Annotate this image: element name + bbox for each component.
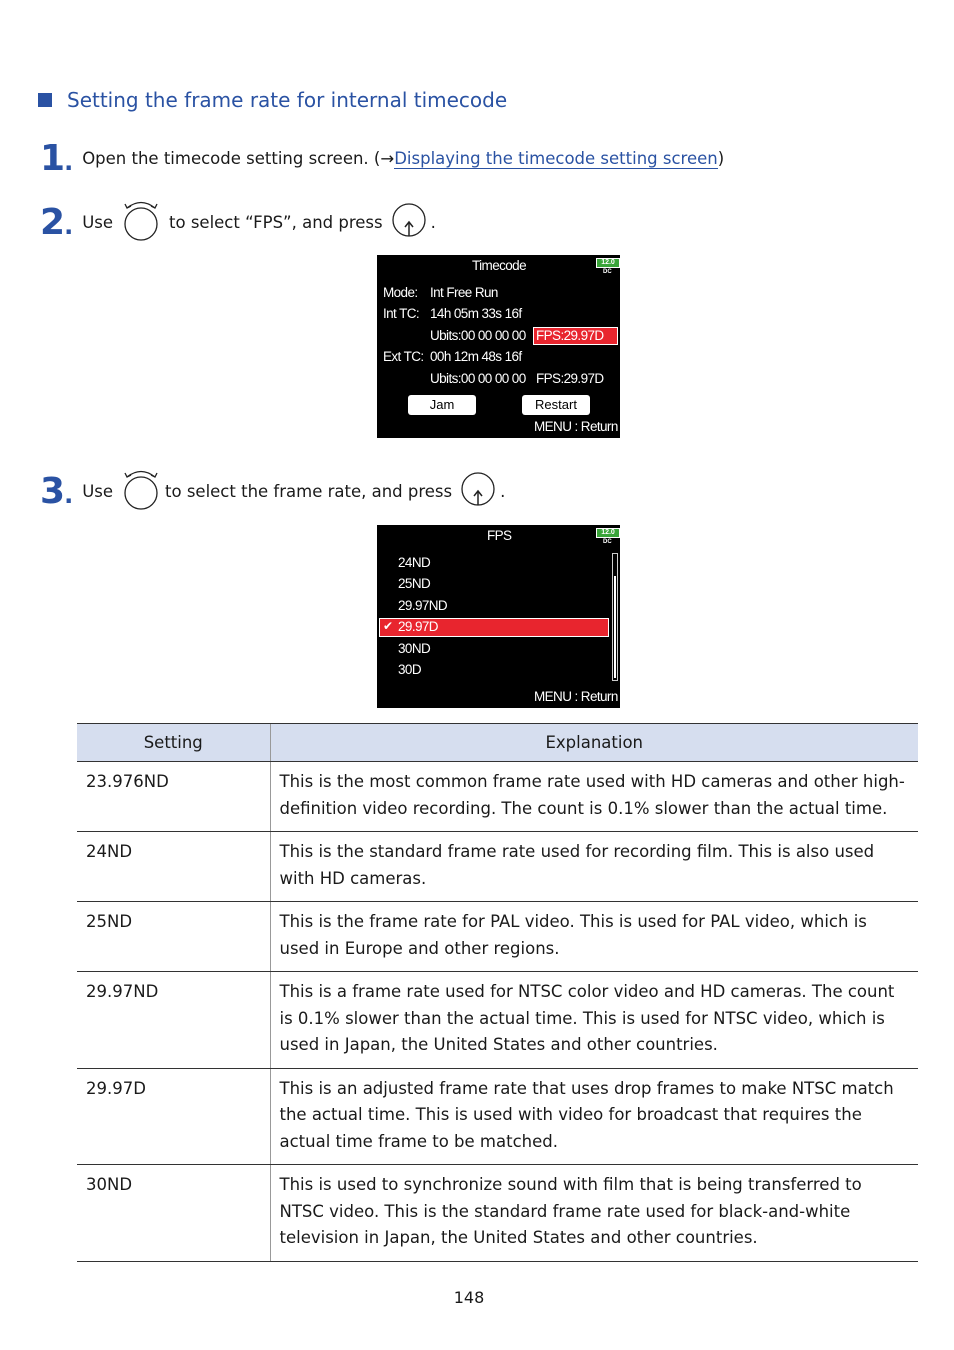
step-number: 1. bbox=[40, 138, 73, 179]
mode-value: Int Free Run bbox=[430, 285, 498, 300]
int-ubits: Ubits:00 00 00 00 bbox=[430, 328, 526, 343]
fps-screen bbox=[377, 525, 620, 708]
check-icon: ✔ bbox=[383, 619, 393, 633]
scrollbar-thumb[interactable] bbox=[614, 576, 616, 678]
step-text-end: . bbox=[500, 481, 506, 501]
setting-cell: 25ND bbox=[77, 902, 270, 972]
table-row bbox=[77, 902, 918, 972]
setting-cell: 23.976ND bbox=[77, 762, 270, 832]
fps-option-24nd[interactable]: 24ND bbox=[398, 555, 431, 570]
step-number: 2. bbox=[40, 201, 73, 243]
setting-cell: 30ND bbox=[77, 1165, 270, 1262]
explanation-cell: This is used to synchronize sound with film that is being transferred to NTSC video. This is the standard frame rate used for black-and-white television in Japan, the United States and other countries. bbox=[270, 1165, 918, 1262]
explanation-cell: This is an adjusted frame rate that uses drop frames to make NTSC match the actual time. This is used with video for broadcast that requires the actual time frame to be matched. bbox=[270, 1068, 918, 1165]
jam-button[interactable]: Jam bbox=[408, 395, 476, 415]
battery-icon: 12.0 bbox=[596, 258, 620, 268]
setting-cell: 29.97D bbox=[77, 1068, 270, 1165]
fps-option-2997d[interactable]: 29.97D bbox=[398, 619, 438, 634]
page-number: 148 bbox=[453, 1288, 485, 1307]
ext-tc-value: 00h 12m 48s 16f bbox=[430, 349, 522, 364]
menu-return-hint: MENU : Return bbox=[534, 419, 618, 434]
scrollbar[interactable] bbox=[612, 553, 618, 681]
step-text: to select “FPS”, and press bbox=[169, 212, 383, 232]
step-2 bbox=[40, 198, 436, 246]
screen-title: Timecode bbox=[472, 258, 526, 273]
table-row bbox=[77, 1068, 918, 1165]
table-header-row bbox=[77, 724, 918, 762]
step-text: Use bbox=[82, 212, 114, 232]
table-row bbox=[77, 1165, 918, 1262]
step-1 bbox=[40, 138, 724, 179]
setting-cell: 29.97ND bbox=[77, 972, 270, 1069]
step-text: Open the timecode setting screen. (→ bbox=[82, 149, 395, 168]
explanation-cell: This is the standard frame rate used for recording film. This is also used with HD cameras. bbox=[270, 832, 918, 902]
ext-ubits: Ubits:00 00 00 00 bbox=[430, 371, 526, 386]
timecode-setting-link[interactable]: Displaying the timecode setting screen bbox=[394, 148, 718, 168]
header-setting: Setting bbox=[77, 724, 270, 762]
fps-option-2997nd[interactable]: 29.97ND bbox=[398, 598, 448, 613]
section-title bbox=[38, 88, 507, 112]
mode-label: Mode: bbox=[383, 285, 418, 300]
fps-option-30d[interactable]: 30D bbox=[398, 662, 421, 677]
screen-title: FPS bbox=[487, 528, 512, 543]
table-row bbox=[77, 972, 918, 1069]
setting-cell: 24ND bbox=[77, 832, 270, 902]
step-text-suffix: ) bbox=[717, 149, 725, 168]
battery-dc-label: DC bbox=[603, 539, 612, 545]
menu-return-hint: MENU : Return bbox=[534, 689, 618, 704]
rotary-dial-icon bbox=[121, 198, 161, 246]
fps-option-30nd[interactable]: 30ND bbox=[398, 641, 431, 656]
table-row bbox=[77, 762, 918, 832]
int-tc-label: Int TC: bbox=[383, 306, 420, 321]
step-number: 3. bbox=[40, 470, 73, 512]
header-explanation: Explanation bbox=[270, 724, 918, 762]
timecode-screen bbox=[377, 255, 620, 438]
battery-icon: 12.0 bbox=[596, 528, 620, 538]
step-text: Use bbox=[82, 481, 114, 501]
step-text: to select the frame rate, and press bbox=[165, 481, 453, 501]
int-fps: FPS:29.97D bbox=[536, 328, 604, 343]
section-square-icon bbox=[38, 93, 52, 107]
section-title-text: Setting the frame rate for internal timecode bbox=[67, 88, 508, 112]
battery-dc-label: DC bbox=[603, 269, 612, 275]
ext-fps: FPS:29.97D bbox=[536, 371, 604, 386]
dial-press-icon bbox=[391, 200, 427, 244]
explanation-cell: This is the frame rate for PAL video. This is used for PAL video, which is used in Europe and other regions. bbox=[270, 902, 918, 972]
fps-option-25nd[interactable]: 25ND bbox=[398, 576, 431, 591]
step-3 bbox=[40, 467, 505, 515]
restart-button[interactable]: Restart bbox=[522, 395, 590, 415]
step-text-end: . bbox=[430, 212, 436, 232]
int-tc-value: 14h 05m 33s 16f bbox=[430, 306, 522, 321]
table-row bbox=[77, 832, 918, 902]
explanation-cell: This is the most common frame rate used with HD cameras and other high-definition video recording. The count is 0.1% slower than the actual time. bbox=[270, 762, 918, 832]
fps-settings-table bbox=[77, 723, 918, 1262]
ext-tc-label: Ext TC: bbox=[383, 349, 424, 364]
explanation-cell: This is a frame rate used for NTSC color video and HD cameras. The count is 0.1% slower than the actual time. This is used for NTSC video, which is used in Japan, the United States and other countries. bbox=[270, 972, 918, 1069]
rotary-dial-icon bbox=[121, 467, 161, 515]
dial-press-icon bbox=[460, 469, 496, 513]
